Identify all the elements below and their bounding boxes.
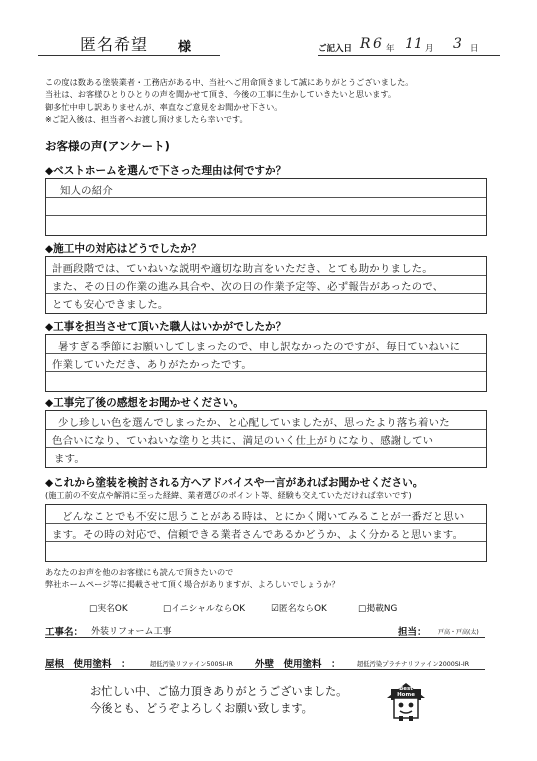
question-1-label: ◆ベストホームを選んで下さった理由は何ですか？ [45,165,287,177]
question-3-label: ◆工事を担当させて頂いた職人はいかがでしたか？ [45,321,287,333]
consent-option-anonymous[interactable]: ☑匿名ならOK [271,604,327,614]
question-2-answer-line-1: 計画段階では、ていねいな説明や適切な助言をいただき、とても助かりました。 [52,263,433,275]
job-name-value: 外装リフォーム工事 [91,627,172,637]
wall-paint-value: 超低汚染プラチナリファイン2000SI-IR [357,661,470,668]
checkbox-icon[interactable]: □ [89,604,98,614]
best-home-logo [385,680,427,722]
date-era: R [360,36,371,52]
consent-option-initials[interactable]: □イニシャルならOK [163,604,246,614]
question-1-answer-box [45,178,487,236]
consent-option-real-name[interactable]: □実名OK [89,604,128,614]
question-5-answer-line-1: どんなことでも不安に思うことがある時は、とにかく聞いてみることが一番だと思い [62,511,465,523]
customer-name-line [38,55,220,56]
question-4-label: ◆工事完了後の感想をお聞かせください。 [45,397,244,409]
question-1-answer: 知人の紹介 [60,185,113,197]
date-line [318,55,500,56]
date-month-unit: 月 [425,44,434,54]
honorific: 様 [178,40,192,55]
question-2-answer-box [45,256,487,314]
question-5-label: ◆これから塗装を検討される方へアドバイスや一言があればお聞かせください。 [45,477,424,489]
question-4-answer-line-3: ます。 [54,453,85,465]
date-day-unit: 日 [470,44,479,54]
closing-message: お忙しい中、ご協力頂きありがとうございました。 今後とも、どうぞよろしくお願い致します。 [90,685,348,715]
question-4-answer-line-1: 少し珍しい色を選んでしまったか、と心配していましたが、思ったより落ち着いた [58,417,450,429]
job-name-label: 工事名： [45,627,84,638]
customer-name: 匿名希望 [80,35,149,54]
survey-title: お客様の声(アンケート) [45,139,170,153]
staff-value: 戸高・戸高(太) [438,629,479,636]
date-year-unit: 年 [386,44,395,54]
checked-checkbox-icon[interactable]: ☑ [271,604,279,614]
roof-paint-value: 超低汚染リファイン500SI-IR [150,661,233,668]
question-5-answer-line-2: ます。その時の対応で、信頼できる業者さんであるかどうか、よく分かると思います。 [52,529,464,541]
date-label: ご記入日 [318,44,353,54]
intro-text: この度は数ある塗装業者・工務店がある中、当社へご用命頂きまして誠にありがとうございました。 当社は、お客様ひとりひとりの声を聞かせて頂き、今後の工事に生かしていきたいと思います。 御多忙中申し訳ありませんが、率直なご意見をお聞かせ下さい。 ※ご記入後は、担当者へお渡し頂けましたら幸いです。 [45,77,414,124]
question-5-answer-box [45,504,487,562]
question-2-label: ◆施工中の対応はどうでしたか？ [45,243,202,255]
staff-label: 担当： [398,627,427,638]
date-day: 3 [453,36,462,52]
question-4-answer-line-2: 色合いになり、ていねいな塗りと共に、満足のいく仕上がりになり、感謝してい [52,435,434,447]
checkbox-icon[interactable]: □ [358,604,367,614]
consent-text: あなたのお声を他のお客様にも読んで頂きたいので 弊社ホームページ等に掲載させて頂く場合がありますが、よろしいでしょうか？ [45,567,340,590]
question-4-answer-box [45,410,487,468]
question-3-answer-box [45,334,487,392]
date-month: 11 [405,36,423,52]
date-year: 6 [373,36,382,52]
question-2-answer-line-2: また、その日の作業の進み具合や、次の日の作業予定等、必ず報告があったので、 [52,281,444,293]
consent-option-no-publish[interactable]: □掲載NG [358,604,398,614]
logo-text: Best Home [397,686,415,698]
checkbox-icon[interactable]: □ [163,604,172,614]
question-5-sub: (施工前の不安点や解消に至った経緯、業者選びのポイント等、経験も交えていただければ幸いです) [45,490,412,500]
wall-paint-label: 外壁 使用塗料 ： [255,659,341,670]
question-3-answer-line-1: 暑すぎる季節にお願いしてしまったので、申し訳なかったのですが、毎日ていねいに [58,341,461,353]
roof-paint-label: 屋根 使用塗料 ： [45,659,131,670]
question-3-answer-line-2: 作業していただき、ありがたかったです。 [52,359,252,371]
question-2-answer-line-3: とても安心できました。 [52,299,169,311]
